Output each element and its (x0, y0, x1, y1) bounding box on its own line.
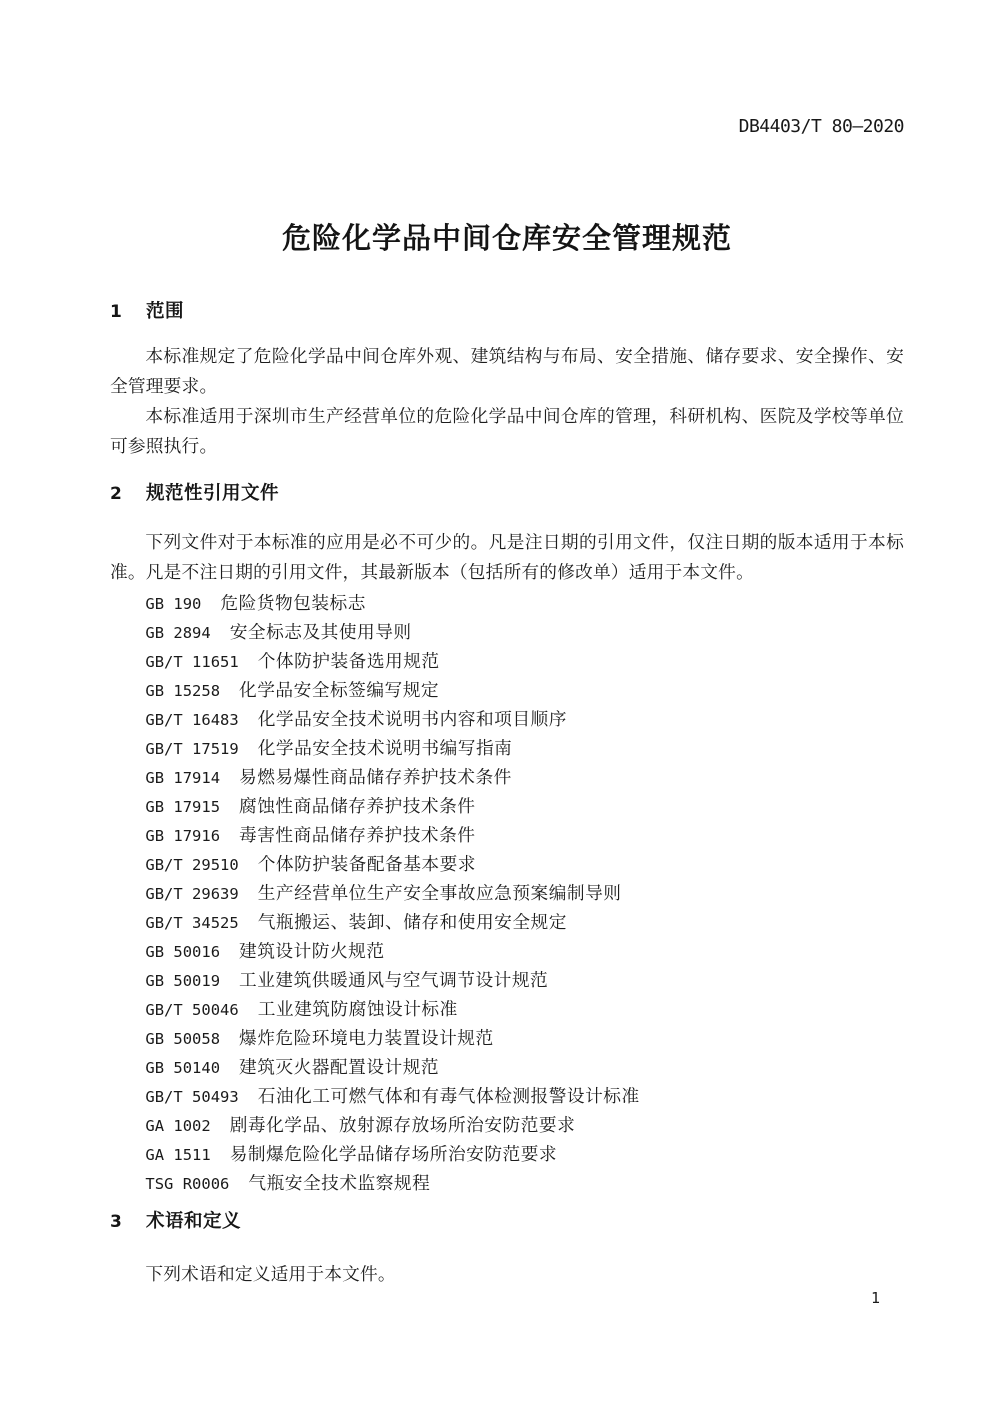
reference-title: 个体防护装备选用规范 (257, 651, 440, 671)
reference-item (110, 705, 904, 734)
section-number: 1 (110, 302, 122, 322)
reference-title: 气瓶搬运、装卸、储存和使用安全规定 (257, 912, 567, 932)
reference-item (110, 1024, 904, 1053)
reference-code: GB/T 50046 (145, 1001, 239, 1019)
reference-item (110, 763, 904, 792)
reference-title: 化学品安全技术说明书内容和项目顺序 (257, 709, 567, 729)
page-number: 1 (870, 1289, 880, 1307)
reference-title: 危险货物包装标志 (220, 593, 366, 613)
reference-title: 石油化工可燃气体和有毒气体检测报警设计标准 (257, 1086, 640, 1106)
reference-code: GB/T 50493 (145, 1088, 239, 1106)
reference-title: 易燃易爆性商品储存养护技术条件 (239, 767, 512, 787)
paragraph: 下列术语和定义适用于本文件。 (145, 1264, 396, 1284)
references-list (110, 589, 904, 1198)
scope-paragraphs (110, 341, 904, 461)
reference-item (110, 908, 904, 937)
reference-code: GB 17915 (145, 798, 221, 816)
reference-code: GB/T 34525 (145, 914, 239, 932)
reference-title: 剧毒化学品、放射源存放场所治安防范要求 (229, 1115, 576, 1135)
section-title: 规范性引用文件 (146, 482, 280, 503)
reference-item (110, 589, 904, 618)
reference-item (110, 1140, 904, 1169)
reference-item (110, 1169, 904, 1198)
reference-code: GB 50058 (145, 1030, 221, 1048)
reference-code: GB 2894 (145, 624, 211, 642)
reference-code: GB/T 16483 (145, 711, 239, 729)
reference-title: 化学品安全标签编写规定 (239, 680, 440, 700)
reference-code: GB 50019 (145, 972, 221, 990)
section-heading-references (110, 479, 904, 505)
terms-intro (110, 1259, 904, 1289)
paragraph: 下列文件对于本标准的应用是必不可少的。凡是注日期的引用文件，仅注日期的版本适用于本标准。凡是不注日期的引用文件，其最新版本（包括所有的修改单）适用于本文件。 (110, 532, 904, 582)
reference-item (110, 676, 904, 705)
reference-title: 化学品安全技术说明书编写指南 (257, 738, 513, 758)
reference-title: 建筑设计防火规范 (239, 941, 385, 961)
reference-code: GB 17914 (145, 769, 221, 787)
reference-title: 易制爆危险化学品储存场所治安防范要求 (229, 1144, 558, 1164)
reference-code: GB 50140 (145, 1059, 221, 1077)
reference-item (110, 937, 904, 966)
reference-title: 工业建筑防腐蚀设计标准 (257, 999, 458, 1019)
reference-code: GB 15258 (145, 682, 221, 700)
reference-item (110, 879, 904, 908)
reference-title: 工业建筑供暖通风与空气调节设计规范 (239, 970, 549, 990)
standard-number: DB4403/T 80—2020 (738, 116, 904, 137)
reference-title: 安全标志及其使用导则 (229, 622, 412, 642)
reference-title: 爆炸危险环境电力装置设计规范 (239, 1028, 494, 1048)
reference-item (110, 792, 904, 821)
paragraph: 本标准规定了危险化学品中间仓库外观、建筑结构与布局、安全措施、储存要求、安全操作、安全管理要求。 (110, 346, 904, 396)
section-number: 2 (110, 484, 122, 504)
reference-item (110, 618, 904, 647)
reference-item (110, 850, 904, 879)
reference-code: GB/T 17519 (145, 740, 239, 758)
reference-code: TSG R0006 (145, 1175, 230, 1193)
references-intro (110, 527, 904, 587)
reference-code: GB 17916 (145, 827, 221, 845)
reference-item (110, 647, 904, 676)
document-title: 危险化学品中间仓库安全管理规范 (281, 223, 732, 255)
reference-item (110, 1082, 904, 1111)
reference-title: 生产经营单位生产安全事故应急预案编制导则 (257, 883, 622, 903)
reference-item (110, 1053, 904, 1082)
section-number: 3 (110, 1212, 122, 1232)
reference-code: GB/T 29510 (145, 856, 239, 874)
paragraph: 本标准适用于深圳市生产经营单位的危险化学品中间仓库的管理，科研机构、医院及学校等单位可参照执行。 (110, 406, 904, 456)
section-title: 范围 (146, 300, 185, 321)
reference-title: 毒害性商品储存养护技术条件 (239, 825, 476, 845)
reference-code: GB/T 29639 (145, 885, 239, 903)
reference-title: 气瓶安全技术监察规程 (248, 1173, 431, 1193)
reference-title: 腐蚀性商品储存养护技术条件 (239, 796, 476, 816)
reference-code: GB 190 (145, 595, 202, 613)
section-heading-terms (110, 1207, 904, 1233)
reference-item (110, 734, 904, 763)
reference-code: GB 50016 (145, 943, 221, 961)
reference-item (110, 995, 904, 1024)
reference-title: 建筑灭火器配置设计规范 (239, 1057, 440, 1077)
reference-item (110, 1111, 904, 1140)
reference-code: GB/T 11651 (145, 653, 239, 671)
reference-code: GA 1002 (145, 1117, 211, 1135)
reference-code: GA 1511 (145, 1146, 211, 1164)
reference-title: 个体防护装备配备基本要求 (257, 854, 476, 874)
section-heading-scope (110, 297, 904, 323)
section-title: 术语和定义 (146, 1210, 242, 1231)
reference-item (110, 966, 904, 995)
reference-item (110, 821, 904, 850)
